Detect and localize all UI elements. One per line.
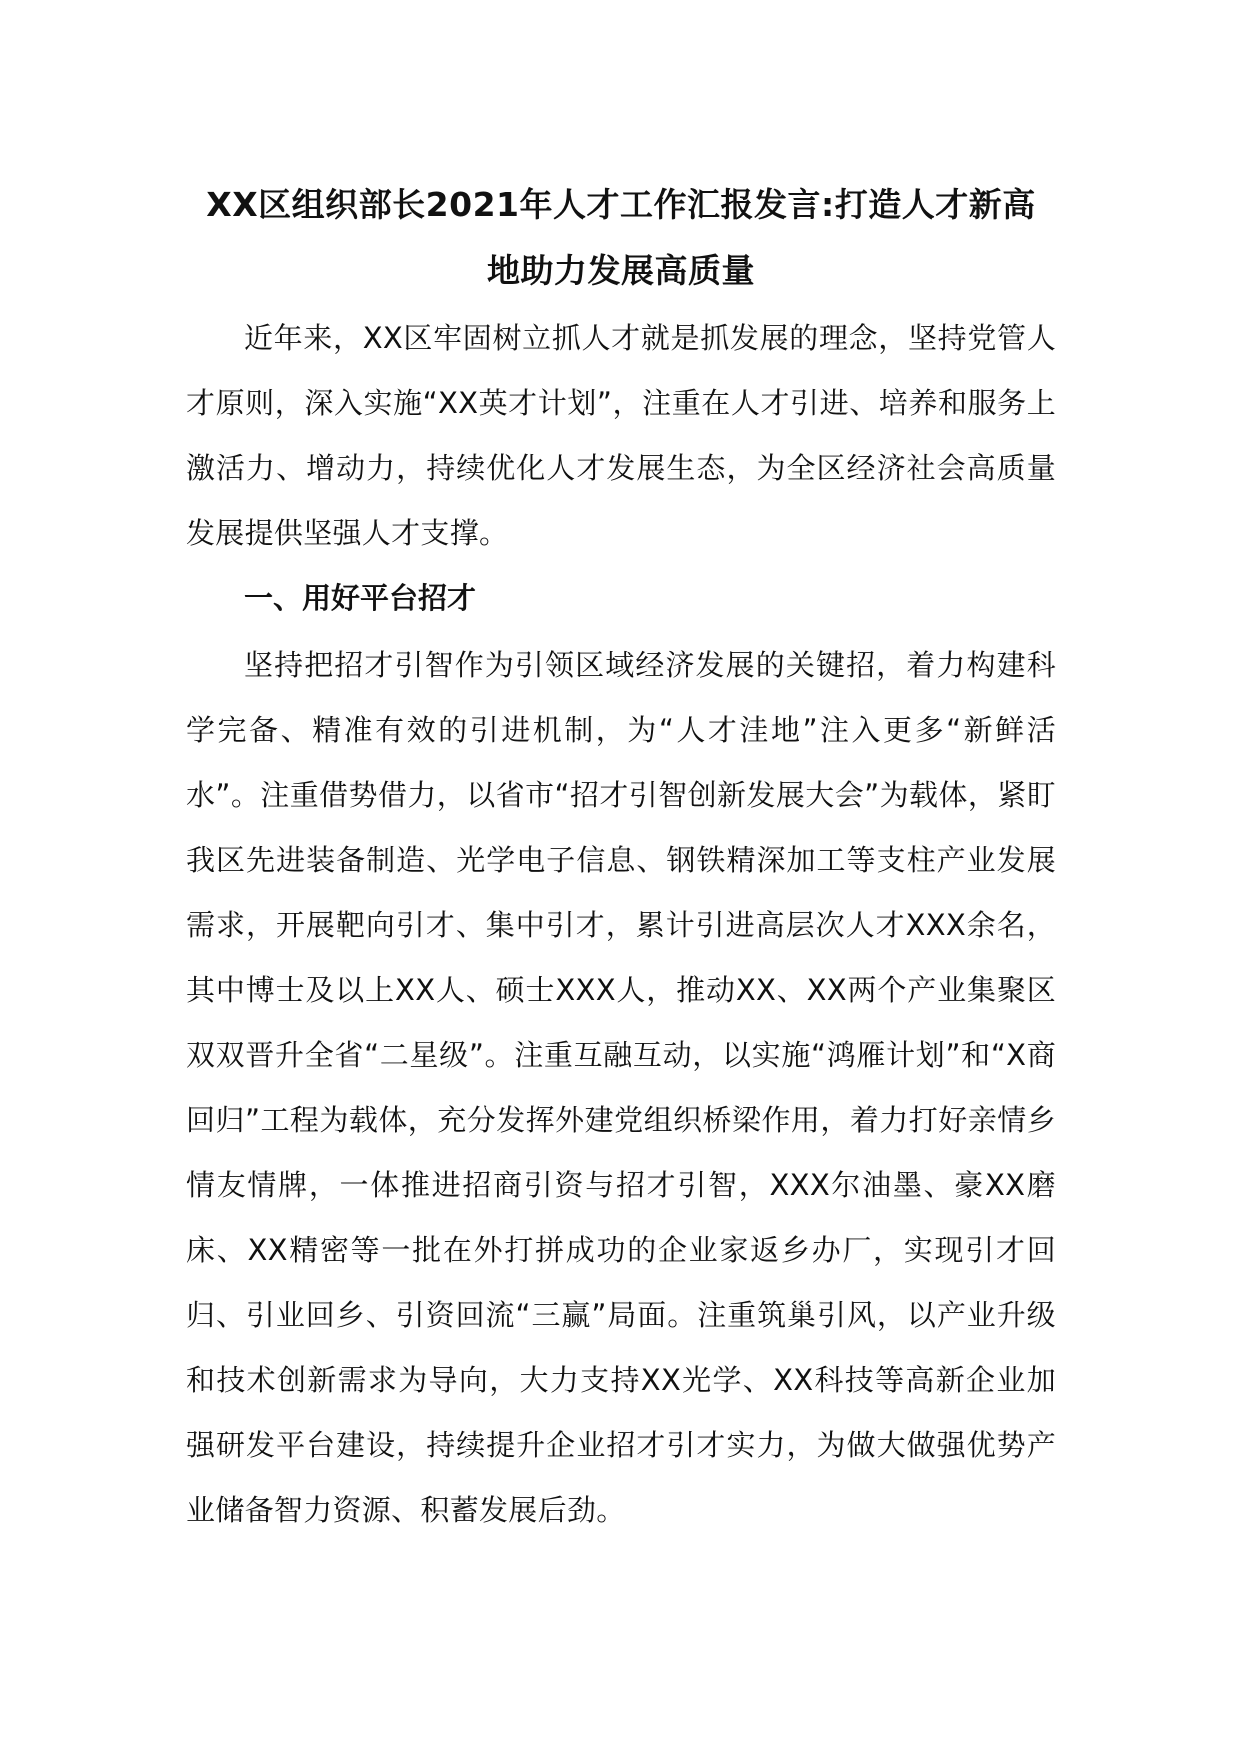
section-1-heading: 一、用好平台招才 [244, 581, 477, 615]
intro-paragraph: 近年来，XX区牢固树立抓人才就是抓发展的理念，坚持党管人才原则，深入实施“XX英才计划”，注重在人才引进、培养和服务上激活力、增动力，持续优化人才发展生态，为全区经济社会高质量发展提供坚强人才支撑。 [186, 321, 1056, 550]
document-content [186, 172, 1056, 1543]
document-title [186, 172, 1056, 304]
section-1-paragraph: 坚持把招才引智作为引领区域经济发展的关键招，着力构建科学完备、精准有效的引进机制，为“人才洼地”注入更多“新鲜活水”。注重借势借力，以省市“招才引智创新发展大会”为载体，紧盯我区先进装备制造、光学电子信息、钢铁精深加工等支柱产业发展需求，开展靶向引才、集中引才，累计引进高层次人才XXX余名，其中博士及以上XX人、硕士XXX人，推动XX、XX两个产业集聚区双双晋升全省“二星级”。注重互融互动，以实施“鸿雁计划”和“X商回归”工程为载体，充分发挥外建党组织桥梁作用，着力打好亲情乡情友情牌，一体推进招商引资与招才引智，XXX尔油墨、豪XX磨床、XX精密等一批在外打拼成功的企业家返乡办厂，实现引才回归、引业回乡、引资回流“三赢”局面。注重筑巢引风，以产业升级和技术创新需求为导向，大力支持XX光学、XX科技等高新企业加强研发平台建设，持续提升企业招才引才实力，为做大做强优势产业储备智力资源、积蓄发展后劲。 [186, 648, 1056, 1527]
document-title-line-1: XX区组织部长2021年人才工作汇报发言:打造人才新高 [206, 185, 1036, 224]
document-title-line-2: 地助力发展高质量 [487, 251, 755, 290]
